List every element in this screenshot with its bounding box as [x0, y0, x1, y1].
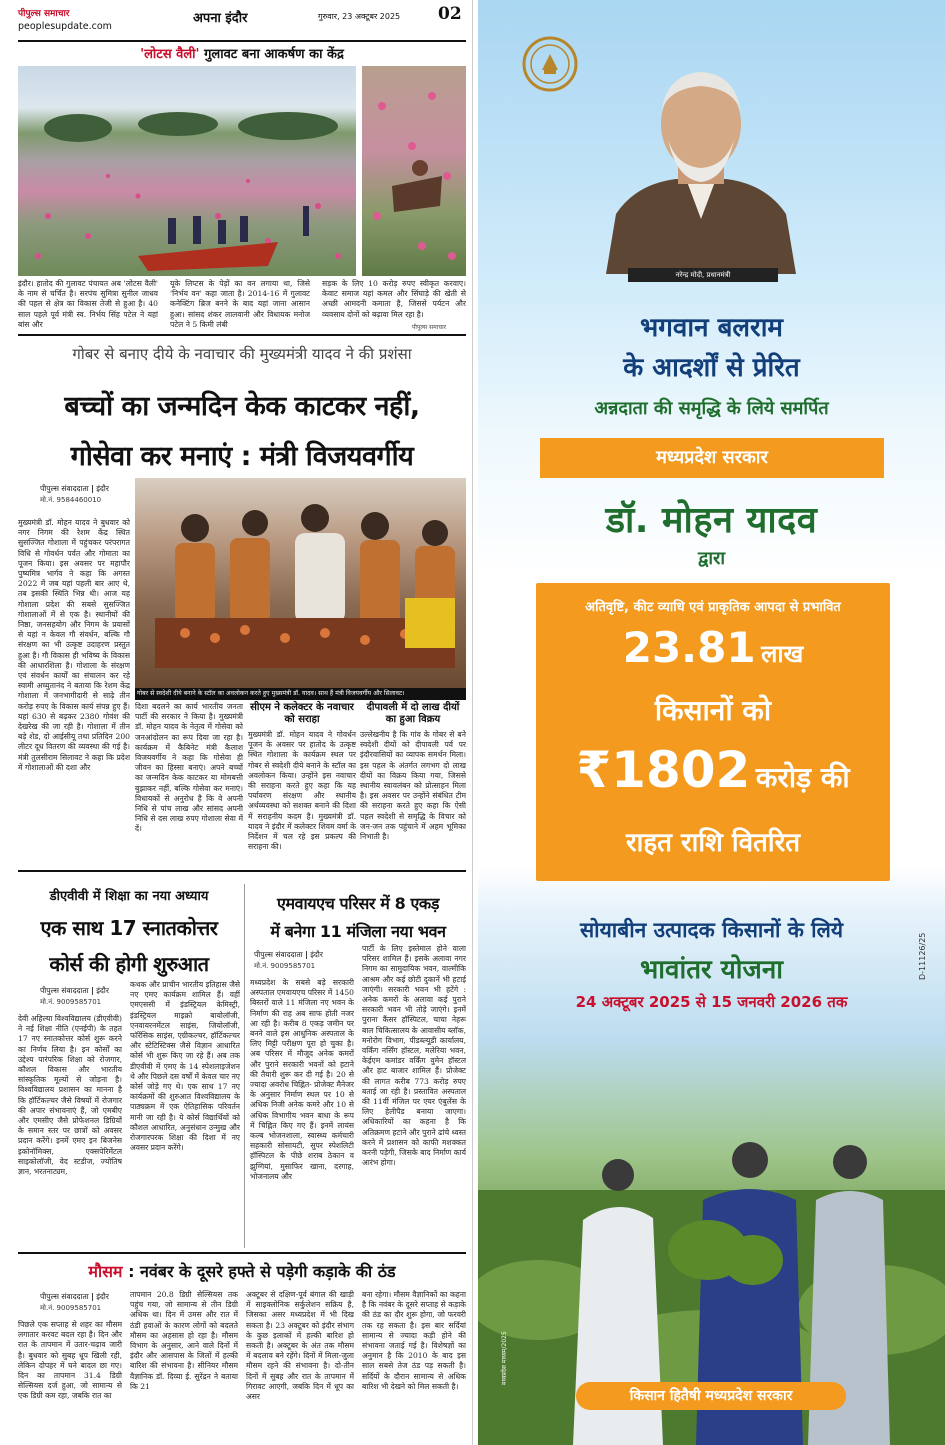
weather-city: इंदौर — [96, 1292, 109, 1301]
weather-reporter: पीपुल्स संवाददाता — [40, 1292, 89, 1301]
weather-label: मौसम — [88, 1262, 123, 1281]
relief-crore: करोड़ की — [755, 761, 850, 794]
masthead-logo: पीपुल्स समाचार — [18, 9, 70, 19]
weather-col-1: पिछले एक सप्ताह से शहर का मौसम लगातार करवट बदल रहा है। दिन और रात के तापमान में उतार-चढ़ाव जारी है। बुधवार को सुबह धूप खिली रही, लेकिन दोपहर में घने बादल छा गए। दिन का तापमान 31.4 डिग्री सेल्सियस दर्ज हुआ, जो सामान्य से एक डिग्री कम रहा, जबकि रात का — [18, 1320, 122, 1401]
bhavantar-yojana: भावांतर योजना — [640, 955, 783, 985]
relief-amount: ₹1802 — [576, 741, 751, 799]
ad-line-annadata: अन्नदाता की समृद्धि के लिये समर्पित — [594, 398, 829, 419]
ad-side-credit: मध्यप्रदेश माध्यम/2025 — [501, 1331, 508, 1385]
davv-mobile: मो.नं. 9009585701 — [40, 998, 102, 1006]
weather-col-3: अक्टूबर से दक्षिण-पूर्व बंगाल की खाड़ी में साइक्लोनिक सर्कुलेशन सक्रिय है, जिसका असर मध्यप्रदेश में भी दिख सकता है। 23 अक्टूबर को इंदौर संभाग के कुछ इलाकों में हल्की बारिश हो सकती है। अक्टूबर के अंत तक मौसम में बदलाव बने रहेंगे। दिनों में मिला-जुला मौसम रहने की संभावना है। दो-तीन दिनों में सुबह और रात के तापमान में गिरावट आएगी, जबकि दिन में धूप का असर — [246, 1290, 354, 1402]
myh-reporter: पीपुल्स संवाददाता — [254, 950, 303, 959]
edition-title: अपना इंदौर — [193, 11, 248, 26]
gau-col-1: मुख्यमंत्री डॉ. मोहन यादव ने बुधवार को नगर निगम की रेशम केंद्र स्थित सुसज्जित गोशाला में पहुंचकर परंपरागत विधि से गोवर्धन पर्वत और गोमाता का पूजन किया। इस अवसर पर महापौर पुष्यमित्र भार्गव ने कहा कि अगस्त 2022 में जब यहां पहली बार आए थे, तब इसकी स्थिति भिन्न थी। आज यह गोशाला प्रदेश की सबसे सुसज्जित गोशालाओं में से एक है। स्थानीयों की निष्ठा, जनसहयोग और निगम के प्रयासों से यहां न केवल गौ संवर्धन, बल्कि गौ संरक्षण का भी उत्कृष्ट उदाहरण प्रस्तुत हुआ है। गौ विकास ही भविष्य के विकास की आधारशिला है। गोशाला के संरक्षण एवं संवर्धन कार्यों का संचालन कर रहे स्वामी अच्युतानंद ने बताया कि रेशम केंद्र गोशाला में जनभागीदारी से साढ़े तीन करोड़ रुपए के विकास कार्य संपन्न हुए हैं। यहां 630 से बढ़कर 2380 गोवंश की देखरेख की जा रही है। गोशाला में तीन बड़े शेड, दो आईसीयू तथा प्रतिदिन 200 लीटर दूध वितरण की व्यवस्था की गई है। मंत्री तुलसीराम सिलावट ने कहा कि प्रदेश में गोशालाओं की दशा और — [18, 518, 130, 772]
lotus-child-photo — [362, 66, 466, 276]
relief-lakh-number: 23.81 — [622, 623, 756, 672]
lotus-col-1: इंदौर। हातोद की गुलावट पंचायत अब 'लोटस वैली' के नाम से चर्चित है। सरपंच सुमित्रा सुनील जाधव की पहल से क्षेत्र का विकास तेजी से हुआ है। 40 साल पहले पूर्व मंत्री स्व. निर्भय सिंह पटेल ने यहां बांस और — [18, 279, 158, 329]
pm-caption: नरेन्द्र मोदी, प्रधानमंत्री — [628, 268, 778, 282]
davv-col-1: देवी अहिल्या विश्वविद्यालय (डीएवीवी) ने नई शिक्षा नीति (एनईपी) के तहत 17 नए स्नातकोत्तर कोर्स शुरू करने का निर्णय लिया है। इन कोर्सों का उद्देश्य पारंपरिक शिक्षा को रोजगार, कौशल विकास और भारतीय सांस्कृतिक मूल्यों से जोड़ना है। विश्वविद्यालय प्रशासन का मानना है कि हॉर्टिकल्चर जैसे विषयों में रोजगार की अपार संभावनाएं हैं, जो एमबीए और एमसीए जैसे प्रोफेशनल डिग्रियों के समान स्तर पर छात्रों को अवसर प्रदान करेंगे। इनमें एमए इन बिजनेस इकोनॉमिक्स, एक्सपेरिमेंटल साइकोलॉजी, वेद स्टडीज, ज्योतिष ज्ञान, भरतनाट्यम, — [18, 1014, 122, 1177]
lotus-col-2: यूके लिप्टस के पेड़ों का वन लगाया था, जिसे 'निर्भय वन' कहा जाता है। 2014-16 में गुलावट कनेक्टिंग ब्रिज बनने के बाद यहां जाना आसान हुआ। सांसद शंकर लालवानी और विधायक मनोज पटेल ने 5 किमी लंबी — [170, 279, 310, 329]
footer-banner-text: किसान हितैषी मध्यप्रदेश सरकार — [629, 1388, 793, 1404]
lotus-valley-photo — [18, 66, 356, 276]
footer-banner — [576, 1382, 846, 1410]
gau-event-photo — [135, 478, 466, 688]
gau-col-2: दिशा बदलने का कार्य भारतीय जनता पार्टी की सरकार ने किया है। मुख्यमंत्री डॉ. मोहन यादव के नेतृत्व में गोसेवा को जनआंदोलन का रूप दिया जा रहा है। कार्यक्रम में कैबिनेट मंत्री कैलाश विजयवर्गीय ने कहा कि गोसेवा ही जीवन का हिस्सा बनाएं। अपने बच्चों का जन्मदिन केक काटकर या मोमबत्ती बुझाकर नहीं, बल्कि गोसेवा कर मनाएं। विधायकों से अनुरोध है कि वे अपनी निधि से पांच लाख और सांसद अपनी निधि से दस लाख रुपए गोशाला सेवा में दें। — [135, 702, 243, 834]
weather-col-2: तापमान 20.8 डिग्री सेल्सियस तक पहुंच गया, जो सामान्य से तीन डिग्री अधिक था। दिन में उमस और रात में ठंडी हवाओं के कारण लोगों को बदलते मौसम का अहसास हो रहा है। मौसम विभाग के अनुसार, आने वाले दिनों में इंदौर और आसपास के जिलों में हल्की बारिश की संभावना है। सीनियर मौसम वैज्ञानिक डॉ. दिव्या ई. सुरेंद्रन ने बताया कि 21 — [130, 1290, 238, 1391]
gau-city: इंदौर — [96, 484, 109, 493]
relief-box-top: अतिवृष्टि, कीट व्याधि एवं प्राकृतिक आपदा से प्रभावित — [585, 600, 841, 615]
page-number: 02 — [438, 4, 462, 24]
mp-emblem-icon — [522, 36, 578, 92]
weather-byline: पीपुल्स संवाददाता | इंदौर — [40, 1292, 109, 1301]
myh-byline: पीपुल्स संवाददाता | इंदौर — [254, 950, 323, 959]
relief-farmer-count — [536, 623, 890, 672]
lotus-col-3: सड़क के लिए 10 करोड़ रुपए स्वीकृत करवाए। केवाट समाज यहां कमल और सिंघाड़े की खेती से अच्छी आमदनी कमाता है, जिससे पर्यटन और व्यवसाय दोनों को बढ़ावा मिल रहा है। — [322, 279, 466, 319]
gau-headline-line2: गोसेवा कर मनाएं : मंत्री विजयवर्गीय — [70, 441, 414, 472]
weather-col-4: बना रहेगा। मौसम वैज्ञानिकों का कहना है कि नवंबर के दूसरे सप्ताह से कड़ाके की ठंड का दौर शुरू होगा, जो फरवरी तक रह सकता है। इस बार सर्दियां सामान्य से ज्यादा कड़ी होने की संभावना जताई गई है। विशेषज्ञों का अनुमान है कि 2010 के बाद इस साल सबसे तेज ठंड पड़ सकती है। सर्दियों के दौरान सामान्य से अधिक बारिश भी देखने को मिल सकती है। — [362, 1290, 466, 1391]
relief-amount-line — [536, 741, 890, 799]
relief-lakh-unit: लाख — [761, 640, 804, 668]
lotus-photo-credit: पीपुल्स समाचार — [412, 324, 447, 331]
relief-rahat: राहत राशि वितरित — [625, 828, 801, 858]
weather-mobile: मो.नं. 9009585701 — [40, 1304, 102, 1312]
davv-headline-line1: एक साथ 17 स्नातकोत्तर — [40, 916, 218, 940]
myh-col-2: पार्टी के लिए इस्तेमाल होने वाला परिसर शामिल हैं। इसके अलावा नगर निगम का सामुदायिक भवन, वाल्मीकि आश्रम और कई छोटी दुकानें भी हटाई जाएंगी। सरकारी भवन भी हटेंगे : अनेक कमरों के अलावा कई पुराने सरकारी भवन भी तोड़े जाएंगे। इनमें पुराना कैंसर हॉस्पिटल, चाचा नेहरू बाल चिकित्सालय के आवासीय ब्लॉक, मनोरोग विभाग, पीडब्ल्यूडी कार्यालय, वर्किंग नर्सिंग हॉस्टल, मलेरिया भवन, केईएम कमांडर वर्किंग वुमेन हॉस्टल और हाट बाजार शामिल हैं। प्रोजेक्ट की लागत करीब 773 करोड़ रुपए बताई जा रही है। प्रस्तावित अस्पताल की 11वीं मंजिल पर एयर एंबुलेंस के लिए हेलीपैड बनाया जाएगा। अधिकारियों का कहना है कि अतिक्रमण हटाने और पुराने ढांचे ध्वस्त करने में प्रशासन को काफी मशक्कत करनी पड़ेगी, जिसके बाद निर्माण कार्य आरंभ होगा। — [362, 944, 466, 1168]
scheme-dates: 24 अक्टूबर 2025 से 15 जनवरी 2026 तक — [575, 993, 848, 1011]
gau-col-4: उल्लेखनीय है कि गांव के गोबर से बने स्वदेशी दीयों को दीपावली पर्व पर इंदौरवासियों का व्यापक समर्थन मिला। इस पहल के अंतर्गत लगभग दो लाख दीयों का विक्रय किया गया, जिससे स्थानीय स्वावलंबन को प्रोत्साहन मिला है। इस अवसर पर उन्होंने संबंधित टीम की सराहना करते हुए कहा कि ऐसी पहल स्वदेशी से समृद्धि के विचार को जन-जन तक पहुंचाने में अहम भूमिका निभाती है। — [360, 730, 466, 842]
gau-byline: पीपुल्स संवाददाता | इंदौर — [40, 484, 109, 493]
pm-portrait — [596, 44, 806, 274]
gau-kicker: गोबर से बनाए दीये के नवाचार की मुख्यमंत्री यादव ने की प्रशंसा — [72, 345, 412, 363]
relief-kisano: किसानों को — [654, 694, 772, 727]
govt-advertisement — [478, 0, 945, 1445]
davv-kicker: डीएवीवी में शिक्षा का नया अध्याय — [49, 889, 209, 904]
lotus-headline-rest: गुलावट बना आकर्षण का केंद्र — [204, 47, 344, 62]
lotus-headline — [18, 44, 466, 62]
masthead — [18, 6, 466, 40]
ad-line-prerit: के आदर्शों से प्रेरित — [623, 353, 800, 383]
lotus-headline-quote: 'लोटस वैली' — [140, 47, 200, 62]
gau-reporter: पीपुल्स संवाददाता — [40, 484, 89, 493]
weather-headline — [18, 1260, 466, 1282]
myh-headline-line2: में बनेगा 11 मंजिला नया भवन — [270, 922, 446, 941]
weather-headline-text: : नवंबर के दूसरे हफ्ते से पड़ेगी कड़ाके की ठंड — [128, 1262, 396, 1281]
ad-line-balram: भगवान बलराम — [640, 313, 783, 343]
soybean-line: सोयाबीन उत्पादक किसानों के लिये — [579, 918, 844, 942]
gau-col-3: मुख्यमंत्री डॉ. मोहन यादव ने गोवर्धन पूजन के अवसर पर हातोद के उत्कृष्ट स्थित गोशाला के कार्यक्रम स्थल पर गोबर से स्वदेशी दीये बनाने के स्टॉल का अवलोकन किया। उन्होंने इस नवाचार की सराहना करते हुए कहा कि यह पर्यावरण संरक्षण और स्थानीय अर्थव्यवस्था को सशक्त बनाने की दिशा में सराहनीय कदम है। मुख्यमंत्री डॉ. यादव ने इंदौर में कलेक्टर शिवम वर्मा के निर्देशन में चल रहे इस प्रकल्प की सराहना की। — [248, 730, 356, 852]
cm-dwara: द्वारा — [697, 548, 726, 569]
gau-subhead-cm: सीएम ने कलेक्टर के नवाचार को सराहा — [250, 702, 354, 725]
davv-headline-line2: कोर्स की होगी शुरुआत — [49, 952, 209, 976]
issue-date: गुरुवार, 23 अक्टूबर 2025 — [318, 12, 401, 21]
govt-banner — [540, 438, 884, 478]
davv-byline: पीपुल्स संवाददाता | इंदौर — [40, 986, 109, 995]
myh-mobile: मो.नं. 9009585701 — [254, 962, 316, 970]
myh-headline-line1: एमवायएच परिसर में 8 एकड़ — [277, 894, 439, 913]
govt-banner-text: मध्यप्रदेश सरकार — [656, 447, 768, 468]
gau-photo-caption: गोबर से स्वदेशी दीये बनाने के स्टॉल का अवलोकन करते हुए मुख्यमंत्री डॉ. यादव। साथ हैं मंत्री विजयवर्गीय और सिलावट। — [135, 688, 466, 700]
masthead-site[interactable]: peoplesupdate.com — [18, 21, 112, 32]
cm-name: डॉ. मोहन यादव — [605, 500, 818, 541]
relief-box — [536, 583, 890, 881]
ad-code: D-11126/25 — [918, 932, 927, 980]
gau-mobile: मो.नं. 9584460010 — [40, 496, 102, 504]
myh-col-1: मध्यप्रदेश के सबसे बड़े सरकारी अस्पताल एमवायएच परिसर में 1450 बिस्तरों वाले 11 मंजिला नए भवन के निर्माण की राह अब साफ होती नजर आ रही है। करीब 8 एकड़ जमीन पर बनने वाले इस आधुनिक अस्पताल के लिए मिट्टी परीक्षण पूरा हो चुका है। अब परिसर में मौजूद अनेक कमरों और पुराने सरकारी भवनों को हटाने की तैयारी शुरू कर दी गई है। 20 से ज्यादा अवरोध चिह्नित- प्रोजेक्ट मैनेजर के अनुसार निर्माण स्थल पर 10 से अधिक निजी अनेक कमरे और 10 से अधिक विभागीय भवन बाधा के रूप में चिह्नित किए गए हैं। इनमें लायंस कल्ब भोजनशाला, स्वास्थ्य कर्मचारी सहकारी सोसायटी, सुपर स्पेशलिटी हॉस्पिटल के पीछे शराब ठेकान व झुग्गियां, मुसाफिर खाना, दरगाह, भोजनालय और — [250, 978, 354, 1181]
davv-reporter: पीपुल्स संवाददाता — [40, 986, 89, 995]
gau-headline-line1: बच्चों का जन्मदिन केक काटकर नहीं, — [64, 391, 420, 422]
davv-col-2: कथक और प्राचीन भारतीय इतिहास जैसे नए एमए कार्यक्रम शामिल हैं। वहीं एमएससी में इंडस्ट्रियल केमिस्ट्री, इंडस्ट्रियल माइक्रो बायोलॉजी, एनवायरनमेंटल साइंस, जियोलॉजी, फॉरेंसिक साइंस, एग्रीकल्चर, हॉर्टिकल्चर और स्टेटिस्टिक्स जैसे विज्ञान आधारित कोर्स भी शुरू किए जा रहे हैं। अब तक डीएवीवी में एमए के 14 स्पेशलाइजेशन थे और पिछले दस वर्षों में केवल चार नए कोर्स जोड़े गए थे। एक साथ 17 नए कार्यक्रमों की शुरुआत विश्वविद्यालय के पाठ्यक्रम में एक ऐतिहासिक परिवर्तन मानी जा रही है। ये कोर्स विद्यार्थियों को कौशल आधारित, अनुसंधान उन्मुख और रोजगारपरक शिक्षा की दिशा में नए अवसर प्रदान करेंगे। — [130, 980, 240, 1153]
davv-city: इंदौर — [96, 986, 109, 995]
gau-subhead-diya: दीपावली में दो लाख दीयों का हुआ विक्रय — [366, 702, 460, 725]
myh-city: इंदौर — [310, 950, 323, 959]
